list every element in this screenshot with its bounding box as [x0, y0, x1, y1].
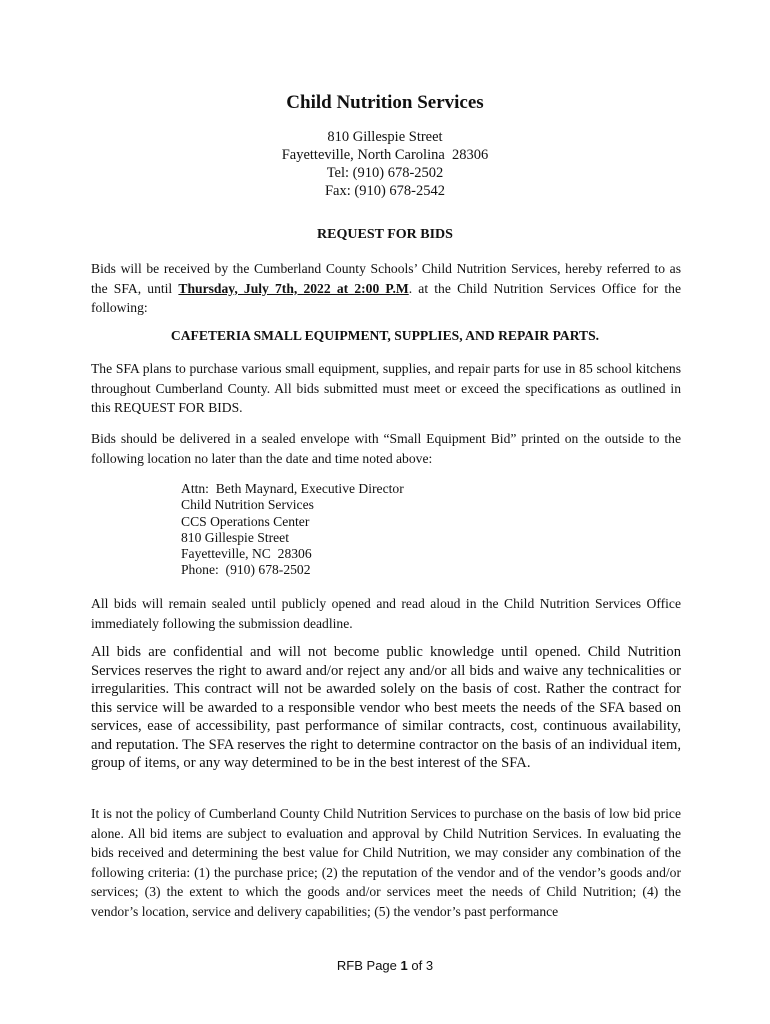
delivery-address-block: [181, 481, 404, 579]
delivery-street: 810 Gillespie Street: [181, 529, 289, 545]
footer-of: of: [407, 958, 426, 973]
address-fax: Fax: (910) 678-2542: [324, 183, 445, 199]
footer-page-number: 1: [400, 958, 408, 973]
delivery-city: Fayetteville, NC 28306: [181, 546, 312, 562]
policy-paragraph: It is not the policy of Cumberland County Child Nutrition Services to purchase on the basis of low bid price alone. All bid items are subject to evaluation and approval by Child Nutrition Services. In evaluating the bids received and determining the best value for Child Nutrition, we may consider any combination of the following criteria: (1) the purchase price; (2) the reputation of the vendor and of the vendor’s goods and/or services; (3) the extent to which the goods and/or services meet the needs of Child Nutrition; (4) the vendor’s location, service and delivery capabilities; (5) the vendor’s past performance: [91, 806, 681, 919]
page-title: Child Nutrition Services: [286, 92, 484, 113]
confidential-paragraph: All bids are confidential and will not become public knowledge until opened. Child Nutrition Services reserves the right to award and/or reject any and/or all bids and waive any technicalities or irregularities. This contract will not be awarded solely on the basis of cost. Rather the contract for this service will be awarded to a responsible vendor who best meets the needs of the SFA based on services, ease of accessibility, past performance of similar contracts, cost, continuous availability, and reputation. The SFA reserves the right to determine contractor on the basis of an individual item, group of items, or any way determined to be in the best interest of the SFA.: [91, 644, 681, 771]
bid-deadline: Thursday, July 7th, 2022 at 2:00 P.M: [178, 280, 409, 296]
delivery-attn: Attn: Beth Maynard, Executive Director: [181, 481, 404, 496]
delivery-dept: Child Nutrition Services: [181, 497, 314, 513]
delivery-phone: Phone: (910) 678-2502: [181, 562, 311, 578]
address-tel: Tel: (910) 678-2502: [326, 165, 444, 181]
intro-paragraph: [91, 259, 681, 318]
sealed-paragraph: All bids will remain sealed until publicly opened and read aloud in the Child Nutrition Services Office immediately following the submission deadline.: [91, 596, 681, 631]
category-heading: CAFETERIA SMALL EQUIPMENT, SUPPLIES, AND REPAIR PARTS.: [170, 328, 600, 343]
purchase-plan-paragraph: The SFA plans to purchase various small equipment, supplies, and repair parts for use in 85 school kitchens throughout Cumberland County. All bids submitted must meet or exceed the specifications as outlined in this REQUEST FOR BIDS.: [91, 361, 681, 415]
request-heading: REQUEST FOR BIDS: [317, 227, 453, 242]
office-address: [0, 128, 770, 200]
delivery-paragraph: Bids should be delivered in a sealed envelope with “Small Equipment Bid” printed on the outside to the following location no later than the date and time noted above:: [91, 431, 681, 466]
address-city: Fayetteville, North Carolina 28306: [281, 147, 489, 163]
footer-prefix: RFB Page: [336, 958, 401, 973]
address-street: 810 Gillespie Street: [327, 129, 443, 145]
intro-text-before: Bids will be received by the Cumberland County Schools’ Child Nutrition Services, hereby referred to as the SFA, until: [91, 261, 681, 296]
delivery-building: CCS Operations Center: [181, 513, 310, 529]
intro-text-after: . at the Child Nutrition Services Office for the following:: [91, 280, 681, 315]
page-footer: [0, 958, 770, 973]
footer-total-pages: 3: [425, 958, 434, 973]
